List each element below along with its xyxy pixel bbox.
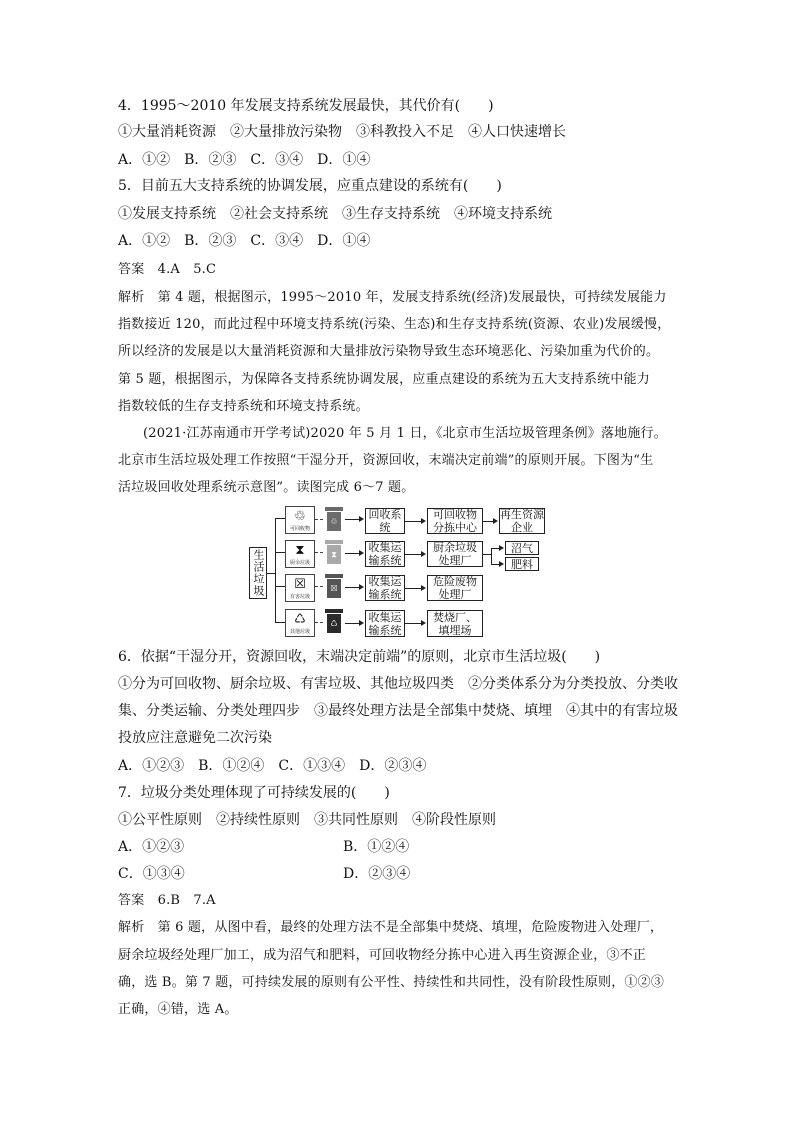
collection-system-box: 收集运输系统 [365, 610, 405, 637]
hazardous-waste-icon: ☒ 有害垃圾 [285, 574, 315, 602]
intro-line: 北京市生活垃圾处理工作按照“干湿分开，资源回收，末端决定前端”的原则开展。下图为“生 [118, 453, 654, 468]
q4-stem: 4．1995～2010 年发展支持系统发展最快，其代价有( ) [118, 98, 494, 114]
kitchen-waste-icon: ⧗ 厨余垃圾 [285, 540, 315, 568]
hazardous-plant-box: 危险废物处理厂 [427, 575, 483, 601]
analysis-line: 指数较低的生存支持系统和环境支持系统。 [118, 399, 369, 414]
fertilizer-box: 肥料 [505, 557, 539, 571]
intro-line: (2021·江苏南通市开学考试)2020 年 5 月 1 日，《北京市生活垃圾管理条例》落地施行。 [143, 426, 667, 441]
q4-options: ①大量消耗资源 ②大量排放污染物 ③科教投入不足 ④人口快速增长 [118, 124, 566, 140]
analysis-line: 指数接近 120，而此过程中环境支持系统(污染、生态)和生存支持系统(资源、农业)发展缓慢， [118, 317, 671, 332]
q6-choices: A．①②③ B．①②④ C．①③④ D．②③④ [118, 758, 427, 774]
analysis-line: 正确，④错，选 A。 [118, 1002, 238, 1017]
q7-options: ①公平性原则 ②持续性原则 ③共同性原则 ④阶段性原则 [118, 812, 496, 828]
garbage-system-diagram [249, 505, 549, 639]
recycle-sorting-box: 可回收物分拣中心 [427, 508, 483, 534]
biogas-box: 沼气 [505, 541, 539, 555]
q7-choice-b: B．①②④ [343, 839, 410, 855]
answer-6-7: 答案 6.B 7.A [118, 893, 216, 908]
q7-choice-a: A．①②③ [118, 839, 185, 855]
kitchen-plant-box: 厨余垃圾处理厂 [427, 541, 483, 567]
incineration-landfill-box: 焚烧厂、填埋场 [427, 610, 483, 637]
analysis-line: 第 5 题，根据图示，为保障各支持系统协调发展，应重点建设的系统为五大支持系统中能力 [118, 372, 650, 387]
source-box: 生活垃圾 [249, 547, 267, 599]
renewable-enterprise-box: 再生资源企业 [500, 508, 544, 534]
q5-choices: A．①② B．②③ C．③④ D．①④ [118, 233, 371, 249]
q6-options-line: 集、分类运输、分类处理四步 ③最终处理方法是全部集中焚烧、填埋 ④其中的有害垃圾 [118, 703, 678, 719]
kitchen-bin-icon: ⧗ [325, 540, 343, 564]
other-waste-icon: ♺ 其他垃圾 [285, 609, 315, 637]
q7-choice-c: C．①③④ [118, 866, 185, 882]
recyclable-icon: ♲ 可回收物 [285, 506, 315, 534]
q5-stem: 5．目前五大支持系统的协调发展，应重点建设的系统有( ) [118, 178, 502, 194]
q4-choices: A．①② B．②③ C．③④ D．①④ [118, 152, 371, 168]
q5-options: ①发展支持系统 ②社会支持系统 ③生存支持系统 ④环境支持系统 [118, 206, 552, 222]
other-bin-icon: ♺ [325, 609, 343, 633]
analysis-line: 所以经济的发展是以大量消耗资源和大量排放污染物导致生态环境恶化、污染加重为代价的。 [118, 344, 660, 359]
q7-choice-d: D．②③④ [343, 866, 411, 882]
analysis-line: 确，选 B。第 7 题，可持续发展的原则有公平性、持续性和共同性，没有阶段性原则，①②③ [118, 975, 665, 990]
collection-system-box: 收集运输系统 [365, 541, 405, 567]
collection-system-box: 收集运输系统 [365, 575, 405, 601]
q6-options-line: ①分为可回收物、厨余垃圾、有害垃圾、其他垃圾四类 ②分类体系分为分类投放、分类收 [118, 676, 678, 692]
intro-line: 活垃圾回收处理系统示意图”。读图完成 6～7 题。 [118, 480, 415, 495]
q7-stem: 7．垃圾分类处理体现了可持续发展的( ) [118, 785, 390, 801]
recycle-system-box: 回收系统 [365, 508, 405, 534]
answer-4-5: 答案 4.A 5.C [118, 262, 217, 277]
recyclable-bin-icon: ♲ [325, 507, 343, 531]
hazardous-bin-icon: ☒ [325, 574, 343, 598]
q6-stem: 6．依据“干湿分开，资源回收，末端决定前端”的原则，北京市生活垃圾( ) [118, 649, 601, 665]
analysis-line: 解析 第 4 题，根据图示，1995～2010 年，发展支持系统(经济)发展最快，可持续发展能力 [118, 290, 667, 305]
q6-options-line: 投放应注意避免二次污染 [118, 730, 272, 746]
analysis-line: 解析 第 6 题，从图中看，最终的处理方法不是全部集中焚烧、填埋，危险废物进入处理厂， [118, 920, 664, 935]
analysis-line: 厨余垃圾经处理厂加工，成为沼气和肥料，可回收物经分拣中心进入再生资源企业，③不正 [118, 948, 647, 963]
